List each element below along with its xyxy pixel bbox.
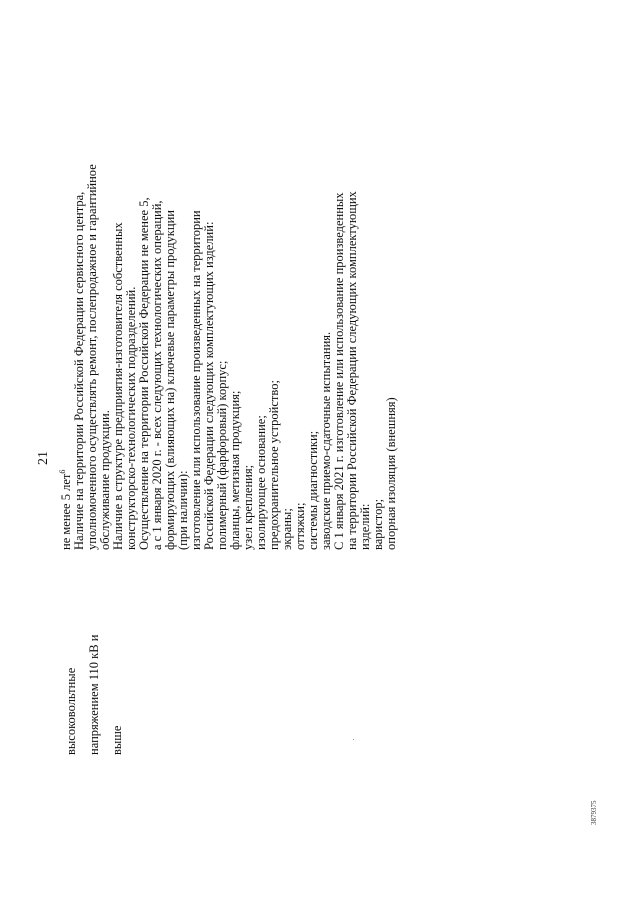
requirement-line-19: системы диагностики; xyxy=(306,430,320,550)
requirement-line-8: формирующих (влияющих на) ключевые параметры продукции xyxy=(163,210,177,550)
requirement-line-22: на территории Российской Федерации следующих комплектующих xyxy=(345,191,359,550)
product-name-line-1: высоковольтные xyxy=(64,667,78,755)
requirement-line-1: Наличие на территории Российской Федерации сервисного центра, xyxy=(72,191,86,550)
document-number: 3879375 xyxy=(590,800,598,825)
requirement-line-3: обслуживание продукции. xyxy=(98,410,112,550)
requirement-line-16: предохранительное устройство; xyxy=(267,380,281,550)
requirement-line-2: уполномоченного осуществлять ремонт, послепродажное и гарантийное xyxy=(85,164,99,550)
requirement-line-11: Российской Федерации следующих комплектующих изделий: xyxy=(202,221,216,550)
requirement-line-18: оттяжки; xyxy=(293,502,307,550)
requirement-line-15: изолирующее основание; xyxy=(254,415,268,550)
requirement-line-12: полимерный (фарфоровый) корпус; xyxy=(215,360,229,550)
product-name-line-3: выше xyxy=(110,725,124,755)
requirement-line-6: Осуществление на территории Российской Федерации не менее 5, xyxy=(137,197,151,550)
requirement-line-24: варистор; xyxy=(371,498,385,550)
requirement-line-7: а с 1 января 2020 г. - всех следующих технологических операций, xyxy=(150,200,164,550)
requirements-column xyxy=(57,45,398,550)
requirement-line-20: заводские приемо-сдаточные испытания. xyxy=(319,331,333,550)
requirement-line-13: фланцы, метизная продукция; xyxy=(228,390,242,550)
product-name-line-2: напряжением 110 кВ и xyxy=(87,634,101,755)
scan-speck xyxy=(353,739,354,740)
requirement-line-9: (при наличии): xyxy=(176,470,190,550)
requirement-line-14: узел крепления; xyxy=(241,464,255,550)
footnote-marker: 6 xyxy=(57,469,67,474)
page-number: 21 xyxy=(36,451,51,465)
requirement-text: не менее 5 лет xyxy=(59,473,73,550)
requirement-line-21: С 1 января 2021 г. изготовление или использование произведенных xyxy=(332,192,346,550)
requirement-line-10: изготовление или использование произведенных на территории xyxy=(189,210,203,550)
requirement-line-17: экраны; xyxy=(280,508,294,550)
requirement-line-23: изделий: xyxy=(358,503,372,550)
requirement-line-25: опорная изоляция (внешняя) xyxy=(384,397,398,550)
requirement-line-4: Наличие в структуре предприятия-изготовителя собственных xyxy=(111,222,125,550)
product-name-column xyxy=(60,525,129,755)
requirement-line-5: конструкторско-технологических подразделений. xyxy=(124,286,138,550)
